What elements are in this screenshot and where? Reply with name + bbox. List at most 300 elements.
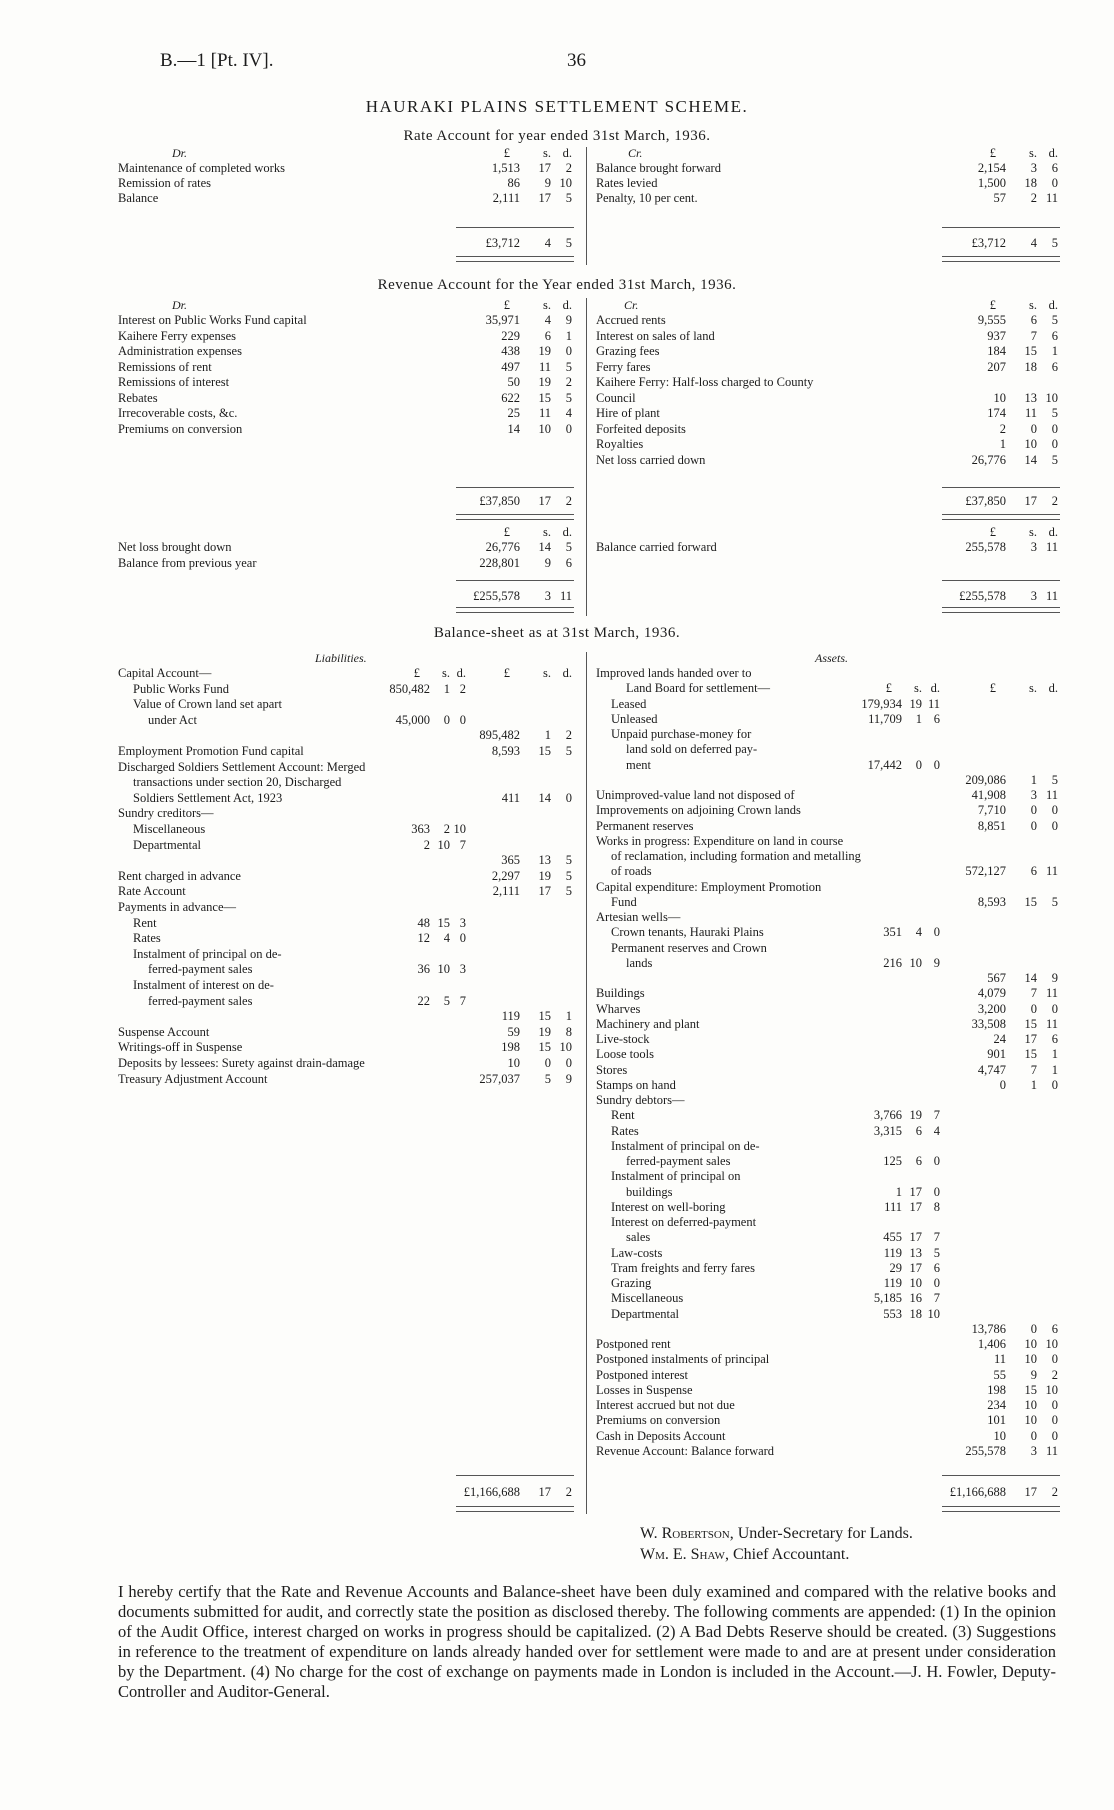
revenue-credit-label: Hire of plant — [596, 406, 660, 420]
asset-label: Rates — [611, 1123, 639, 1138]
revenue-debit-label: Rebates — [118, 390, 158, 405]
revenue-credit-shillings: 6 — [1030, 313, 1037, 327]
asset-label: Grazing — [611, 1276, 652, 1290]
asset-shillings: 10 — [1024, 1352, 1037, 1367]
asset-label: Instalment of principal on de- — [611, 1138, 760, 1153]
asset-shillings: 17 — [909, 1230, 922, 1245]
asset-pence: 5 — [1051, 772, 1058, 787]
liability-label: under Act — [148, 712, 197, 727]
asset-pence: 5 — [1051, 894, 1058, 909]
asset-label: Wharves — [596, 1001, 641, 1016]
liability-pounds: 8,593 — [491, 744, 520, 758]
revenue-debit-pence: 1 — [565, 328, 572, 343]
revenue-credit-pence: 10 — [1045, 390, 1058, 405]
liability-pence: 0 — [565, 790, 572, 805]
revenue-debit-label: Interest on Public Works Fund capital — [118, 313, 307, 327]
liability-pounds: 850,482 — [389, 681, 430, 696]
asset-label: ferred-payment sales — [626, 1154, 731, 1168]
liability-pounds: 10 — [507, 1056, 520, 1070]
pence-column-header: d. — [562, 666, 572, 680]
asset-pence: 0 — [933, 1154, 940, 1168]
asset-shillings: 4 — [915, 925, 922, 940]
liability-label: Soldiers Settlement Act, 1923 — [133, 790, 283, 805]
asset-label: Tram freights and ferry fares — [611, 1260, 755, 1275]
asset-shillings: 7 — [1030, 986, 1037, 1001]
asset-pence: 11 — [1045, 788, 1058, 802]
asset-shillings: 17 — [909, 1260, 922, 1275]
revenue-total-pence: 11 — [1045, 589, 1058, 603]
liability-label: Sundry creditors— — [118, 806, 214, 821]
revenue-debit-label: Kaihere Ferry expenses — [118, 328, 237, 343]
liability-pence: 5 — [565, 868, 572, 883]
rate-cr-label: Cr. — [628, 146, 643, 160]
revenue-credit-label: Balance carried forward — [596, 540, 717, 554]
liabilities-label: Liabilities. — [315, 651, 367, 665]
liability-pounds: 59 — [507, 1024, 520, 1039]
revenue-debit-pounds: 438 — [501, 344, 520, 358]
revenue-debit-pence: 9 — [565, 313, 572, 327]
pence-column-header: d. — [562, 298, 572, 312]
document-reference: B.—1 [Pt. IV]. — [160, 50, 274, 71]
liability-pounds: 48 — [417, 915, 430, 930]
pounds-column-header: £ — [885, 681, 892, 695]
asset-pounds: 572,127 — [965, 864, 1006, 879]
asset-shillings: 16 — [909, 1291, 922, 1306]
pence-column-header: d. — [930, 681, 940, 695]
asset-pounds: 4,079 — [977, 986, 1006, 1001]
liability-label: Value of Crown land set apart — [133, 697, 282, 712]
pounds-column-header: £ — [989, 681, 996, 695]
asset-label: Stores — [596, 1062, 628, 1077]
asset-label: Postponed instalments of principal — [596, 1352, 770, 1367]
liability-shillings: 17 — [538, 884, 551, 899]
asset-label: of roads — [611, 864, 652, 879]
asset-pounds: 3,315 — [873, 1123, 902, 1138]
liability-shillings: 5 — [544, 1071, 551, 1086]
asset-pence: 11 — [1045, 986, 1058, 1001]
asset-pence: 7 — [933, 1291, 940, 1306]
pounds-column-header: £ — [503, 298, 510, 312]
rate-debit-label: Maintenance of completed works — [118, 161, 285, 175]
asset-pounds: 101 — [987, 1413, 1006, 1428]
rate-credit-pence: 6 — [1051, 161, 1058, 175]
revenue-debit-shillings: 10 — [538, 421, 551, 436]
liability-label: Instalment of interest on de- — [133, 978, 274, 992]
asset-shillings: 13 — [909, 1245, 922, 1260]
pounds-column-header: £ — [413, 666, 420, 680]
revenue-left-rule — [456, 487, 574, 488]
liability-pence: 5 — [565, 853, 572, 868]
asset-label: Law-costs — [611, 1245, 663, 1260]
shillings-column-header: s. — [1029, 525, 1037, 539]
liability-pounds: 119 — [501, 1009, 520, 1024]
revenue-debit-shillings: 15 — [538, 390, 551, 405]
asset-shillings: 17 — [909, 1184, 922, 1199]
pence-column-header: d. — [1048, 525, 1058, 539]
liability-pounds: 363 — [411, 822, 430, 836]
liability-shillings: 1 — [443, 681, 450, 696]
revenue-total-shillings: 3 — [1030, 589, 1037, 603]
asset-pounds: 8,593 — [977, 894, 1006, 909]
rate-total-pence: 5 — [565, 236, 572, 250]
revenue-debit-pounds: 35,971 — [485, 313, 520, 327]
asset-pounds: 119 — [883, 1245, 902, 1260]
asset-pounds: 125 — [883, 1154, 902, 1168]
rate-total-shillings: 4 — [1030, 236, 1037, 250]
shillings-column-header: s. — [1029, 681, 1037, 695]
liability-label: Writings-off in Suspense — [118, 1040, 243, 1055]
revenue-credit-shillings: 10 — [1024, 437, 1037, 451]
liability-shillings: 1 — [544, 728, 551, 743]
liability-pounds: 198 — [501, 1040, 520, 1055]
revenue-credit-label: Accrued rents — [596, 313, 666, 327]
revenue-right-double-rule-2 — [942, 607, 1060, 613]
asset-pence: 6 — [1051, 1321, 1058, 1336]
revenue-account-heading: Revenue Account for the Year ended 31st March, 1936. — [377, 277, 737, 293]
revenue-cr-label: Cr. — [624, 298, 639, 312]
revenue-divider — [586, 298, 587, 616]
revenue-credit-shillings: 3 — [1030, 540, 1037, 554]
liability-shillings: 0 — [443, 712, 450, 727]
revenue-debit-label: Remissions of rent — [118, 359, 212, 374]
asset-pence: 6 — [933, 1260, 940, 1275]
bs-left-double-rule — [456, 1506, 574, 1512]
revenue-credit-label: Council — [596, 390, 636, 405]
revenue-debit-shillings: 9 — [544, 556, 551, 570]
revenue-debit-pence: 6 — [565, 556, 572, 570]
asset-pounds: 4,747 — [977, 1062, 1006, 1077]
asset-shillings: 6 — [1030, 864, 1037, 879]
asset-label: Rent — [611, 1108, 635, 1123]
rate-credit-shillings: 3 — [1030, 161, 1037, 175]
revenue-credit-label: Interest on sales of land — [596, 328, 715, 343]
balance-sheet-divider — [586, 652, 587, 1514]
asset-pounds: 11,709 — [868, 711, 902, 726]
liability-shillings: 19 — [538, 868, 551, 883]
asset-pounds: 216 — [883, 955, 902, 970]
asset-shillings: 9 — [1030, 1367, 1037, 1382]
asset-label: Permanent reserves and Crown — [611, 940, 767, 955]
asset-label: Departmental — [611, 1306, 680, 1321]
revenue-credit-pence: 5 — [1051, 452, 1058, 467]
revenue-debit-pence: 5 — [565, 359, 572, 374]
liability-label: Discharged Soldiers Settlement Account: Merged — [118, 759, 366, 774]
liability-label: Deposits by lessees: Surety against drain-damage — [118, 1056, 365, 1070]
asset-pence: 10 — [1045, 1382, 1058, 1397]
asset-pounds: 209,086 — [965, 772, 1006, 787]
asset-pounds: 179,934 — [861, 696, 902, 711]
revenue-credit-pounds: 9,555 — [977, 313, 1006, 327]
asset-pence: 0 — [1051, 1428, 1058, 1443]
asset-pounds: 8,851 — [977, 818, 1006, 833]
revenue-total-shillings: 17 — [538, 494, 551, 508]
asset-label: Leased — [611, 696, 647, 711]
liability-shillings: 15 — [538, 744, 551, 758]
asset-pounds: 3,200 — [977, 1001, 1006, 1016]
bs-total-shillings: 17 — [1024, 1485, 1037, 1499]
bs-right-rule — [942, 1475, 1060, 1476]
asset-pence: 11 — [1045, 1016, 1058, 1031]
liability-label: Employment Promotion Fund capital — [118, 744, 304, 758]
revenue-debit-pence: 5 — [565, 540, 572, 554]
revenue-debit-label: Administration expenses — [118, 344, 242, 358]
asset-label: of reclamation, including formation and metalling — [611, 849, 861, 863]
asset-shillings: 0 — [1030, 803, 1037, 818]
liability-label: ferred-payment sales — [148, 962, 253, 977]
liability-pence: 5 — [565, 884, 572, 899]
revenue-credit-label: Royalties — [596, 437, 644, 451]
liability-pence: 7 — [459, 993, 466, 1008]
revenue-total-pence: 2 — [1051, 494, 1058, 508]
asset-label: Instalment of principal on — [611, 1169, 741, 1184]
assets-label: Assets. — [815, 651, 848, 665]
rate-debit-label: Remission of rates — [118, 176, 212, 190]
revenue-credit-pence: 5 — [1051, 313, 1058, 327]
revenue-debit-shillings: 14 — [538, 540, 551, 554]
revenue-total-shillings: 17 — [1024, 494, 1037, 508]
page-number: 36 — [567, 50, 586, 71]
asset-shillings: 15 — [1024, 1047, 1037, 1062]
asset-pence: 0 — [1051, 1077, 1058, 1092]
shillings-column-header: s. — [1029, 146, 1037, 160]
asset-shillings: 6 — [915, 1123, 922, 1138]
rate-credit-label: Balance brought forward — [596, 161, 721, 175]
asset-shillings: 10 — [909, 955, 922, 970]
revenue-right-rule-2 — [942, 580, 1060, 581]
liability-label: Capital Account— — [118, 666, 212, 680]
asset-pounds: 1,406 — [977, 1337, 1006, 1351]
asset-label: Land Board for settlement— — [626, 681, 771, 696]
asset-shillings: 1 — [1030, 1077, 1037, 1092]
revenue-debit-label: Net loss brought down — [118, 540, 232, 554]
revenue-credit-label: Grazing fees — [596, 344, 660, 358]
liability-pence: 1 — [565, 1009, 572, 1024]
liability-shillings: 5 — [443, 993, 450, 1008]
rate-debit-pence: 2 — [565, 161, 572, 175]
shillings-column-header: s. — [543, 146, 551, 160]
revenue-debit-label: Premiums on conversion — [118, 421, 243, 436]
revenue-debit-pounds: 228,801 — [479, 556, 520, 570]
pence-column-header: d. — [562, 525, 572, 539]
revenue-credit-pounds: 255,578 — [965, 540, 1006, 554]
asset-label: Crown tenants, Hauraki Plains — [611, 925, 764, 940]
rate-total-pounds: £3,712 — [485, 236, 520, 250]
asset-pence: 0 — [933, 757, 940, 772]
asset-label: ment — [626, 757, 651, 772]
rate-debit-shillings: 9 — [544, 176, 551, 190]
asset-pounds: 24 — [993, 1032, 1006, 1046]
rate-credit-pounds: 1,500 — [977, 176, 1006, 190]
revenue-credit-pounds: 10 — [993, 390, 1006, 405]
rate-left-rule — [456, 227, 574, 228]
rate-account-heading: Rate Account for year ended 31st March, 1936. — [403, 128, 711, 144]
asset-label: Works in progress: Expenditure on land in course — [596, 833, 844, 848]
asset-pence: 0 — [1051, 1352, 1058, 1367]
rate-debit-pence: 5 — [565, 191, 572, 205]
asset-pence: 0 — [1051, 803, 1058, 818]
pounds-column-header: £ — [503, 666, 510, 680]
pounds-column-header: £ — [503, 525, 510, 539]
asset-pence: 11 — [927, 696, 940, 711]
asset-label: Interest accrued but not due — [596, 1398, 735, 1412]
liability-pounds: 2,297 — [491, 868, 520, 883]
liability-label: ferred-payment sales — [148, 993, 253, 1008]
asset-pounds: 5,185 — [873, 1291, 902, 1306]
asset-pence: 10 — [927, 1306, 940, 1321]
asset-pounds: 3,766 — [873, 1108, 902, 1123]
asset-pence: 9 — [1051, 971, 1058, 985]
liability-pence: 8 — [565, 1024, 572, 1039]
asset-label: Losses in Suspense — [596, 1382, 693, 1397]
liability-pounds: 895,482 — [479, 728, 520, 743]
liability-pence: 9 — [565, 1071, 572, 1086]
revenue-debit-pence: 5 — [565, 390, 572, 405]
rate-divider — [586, 147, 587, 265]
document-title: HAURAKI PLAINS SETTLEMENT SCHEME. — [365, 97, 749, 116]
asset-label: Interest on well-boring — [611, 1199, 726, 1214]
asset-pence: 7 — [933, 1108, 940, 1123]
asset-shillings: 6 — [915, 1154, 922, 1168]
liability-label: transactions under section 20, Discharged — [133, 775, 342, 790]
rate-debit-pounds: 86 — [507, 176, 520, 190]
liability-label: Rent — [133, 915, 157, 930]
rate-total-pounds: £3,712 — [971, 236, 1006, 250]
revenue-debit-label: Remissions of interest — [118, 375, 230, 389]
revenue-right-double-rule — [942, 514, 1060, 520]
asset-shillings: 15 — [1024, 894, 1037, 909]
asset-label: Unleased — [611, 711, 658, 726]
rate-total-pence: 5 — [1051, 236, 1058, 250]
revenue-total-pounds: £37,850 — [965, 494, 1006, 508]
asset-pounds: 567 — [987, 971, 1006, 985]
asset-label: Revenue Account: Balance forward — [596, 1443, 775, 1458]
pounds-column-header: £ — [503, 146, 510, 160]
liability-pounds: 45,000 — [395, 712, 430, 727]
asset-pence: 10 — [1045, 1337, 1058, 1351]
asset-shillings: 17 — [909, 1199, 922, 1214]
revenue-debit-pence: 0 — [565, 344, 572, 358]
asset-pounds: 10 — [993, 1428, 1006, 1443]
asset-label: land sold on deferred pay- — [626, 742, 758, 757]
liability-shillings: 15 — [538, 1040, 551, 1055]
revenue-credit-pence: 6 — [1051, 359, 1058, 374]
liability-label: Treasury Adjustment Account — [118, 1071, 268, 1086]
balance-sheet-heading: Balance-sheet as at 31st March, 1936. — [433, 625, 681, 641]
revenue-total-pounds: £37,850 — [479, 494, 520, 508]
revenue-debit-shillings: 19 — [538, 375, 551, 389]
rate-debit-pounds: 1,513 — [491, 161, 520, 175]
liability-pence: 0 — [459, 931, 466, 946]
revenue-debit-pence: 4 — [565, 406, 572, 420]
asset-pounds: 0 — [999, 1077, 1006, 1092]
liability-shillings: 4 — [443, 931, 450, 946]
liability-pounds: 411 — [501, 790, 520, 805]
asset-shillings: 1 — [915, 711, 922, 726]
rate-credit-pence: 0 — [1051, 176, 1058, 190]
shillings-column-header: s. — [1029, 298, 1037, 312]
pence-column-header: d. — [562, 146, 572, 160]
asset-shillings: 3 — [1030, 788, 1037, 802]
revenue-left-rule-2 — [456, 580, 574, 581]
revenue-credit-label: Forfeited deposits — [596, 421, 686, 436]
asset-pounds: 7,710 — [977, 803, 1006, 818]
revenue-credit-label: Kaihere Ferry: Half-loss charged to County — [596, 375, 814, 389]
liability-pence: 3 — [459, 962, 466, 977]
liability-label: Rates — [133, 931, 161, 946]
liability-pence: 10 — [559, 1040, 572, 1055]
asset-pence: 7 — [933, 1230, 940, 1245]
revenue-credit-pounds: 937 — [987, 328, 1006, 343]
revenue-credit-pounds: 207 — [987, 359, 1006, 374]
rate-credit-shillings: 2 — [1030, 191, 1037, 205]
rate-right-double-rule — [942, 256, 1060, 262]
asset-label: Improvements on adjoining Crown lands — [596, 803, 801, 818]
asset-label: Premiums on conversion — [596, 1413, 721, 1428]
rate-right-rule — [942, 227, 1060, 228]
liability-label: Rate Account — [118, 884, 186, 899]
asset-shillings: 18 — [909, 1306, 922, 1321]
revenue-right-rule — [942, 487, 1060, 488]
liability-pounds: 257,037 — [479, 1071, 520, 1086]
asset-label: Artesian wells— — [596, 910, 681, 924]
rate-debit-pence: 10 — [559, 176, 572, 190]
revenue-credit-label: Net loss carried down — [596, 452, 706, 467]
asset-shillings: 3 — [1030, 1443, 1037, 1458]
asset-pounds: 13,786 — [971, 1321, 1006, 1336]
revenue-credit-pence: 0 — [1051, 437, 1058, 451]
asset-label: Permanent reserves — [596, 818, 694, 833]
revenue-left-double-rule — [456, 514, 574, 520]
asset-label: Loose tools — [596, 1047, 654, 1062]
asset-shillings: 7 — [1030, 1062, 1037, 1077]
asset-pence: 6 — [933, 711, 940, 726]
revenue-credit-pence: 1 — [1051, 344, 1058, 358]
bs-total-pence: 2 — [565, 1485, 572, 1499]
revenue-total-pence: 2 — [565, 494, 572, 508]
liability-label: Instalment of principal on de- — [133, 946, 282, 961]
liability-pence: 10 — [453, 822, 466, 836]
liability-label: Departmental — [133, 837, 202, 852]
revenue-total-pounds: £255,578 — [473, 589, 520, 603]
rate-credit-label: Rates levied — [596, 176, 658, 190]
pounds-column-header: £ — [989, 298, 996, 312]
asset-shillings: 10 — [1024, 1337, 1037, 1351]
asset-shillings: 10 — [1024, 1413, 1037, 1428]
asset-pence: 11 — [1045, 1443, 1058, 1458]
asset-label: Postponed interest — [596, 1367, 689, 1382]
shillings-column-header: s. — [543, 298, 551, 312]
asset-pounds: 29 — [889, 1260, 902, 1275]
bs-total-pence: 2 — [1051, 1485, 1058, 1499]
asset-pence: 0 — [1051, 1413, 1058, 1428]
asset-pounds: 11 — [993, 1352, 1006, 1367]
asset-shillings: 19 — [909, 696, 922, 711]
asset-pounds: 255,578 — [965, 1443, 1006, 1458]
revenue-debit-pounds: 622 — [501, 390, 520, 405]
revenue-credit-pounds: 2 — [999, 421, 1006, 436]
shillings-column-header: s. — [914, 681, 922, 695]
revenue-credit-pounds: 174 — [987, 406, 1006, 420]
revenue-credit-shillings: 13 — [1024, 390, 1037, 405]
liability-pounds: 2,111 — [492, 884, 520, 899]
asset-pounds: 198 — [987, 1382, 1006, 1397]
revenue-credit-shillings: 14 — [1024, 452, 1037, 467]
revenue-left-double-rule-2 — [456, 607, 574, 613]
asset-pence: 0 — [1051, 1398, 1058, 1412]
asset-label: Postponed rent — [596, 1337, 671, 1351]
revenue-total-shillings: 3 — [544, 589, 551, 603]
liability-shillings: 19 — [538, 1024, 551, 1039]
